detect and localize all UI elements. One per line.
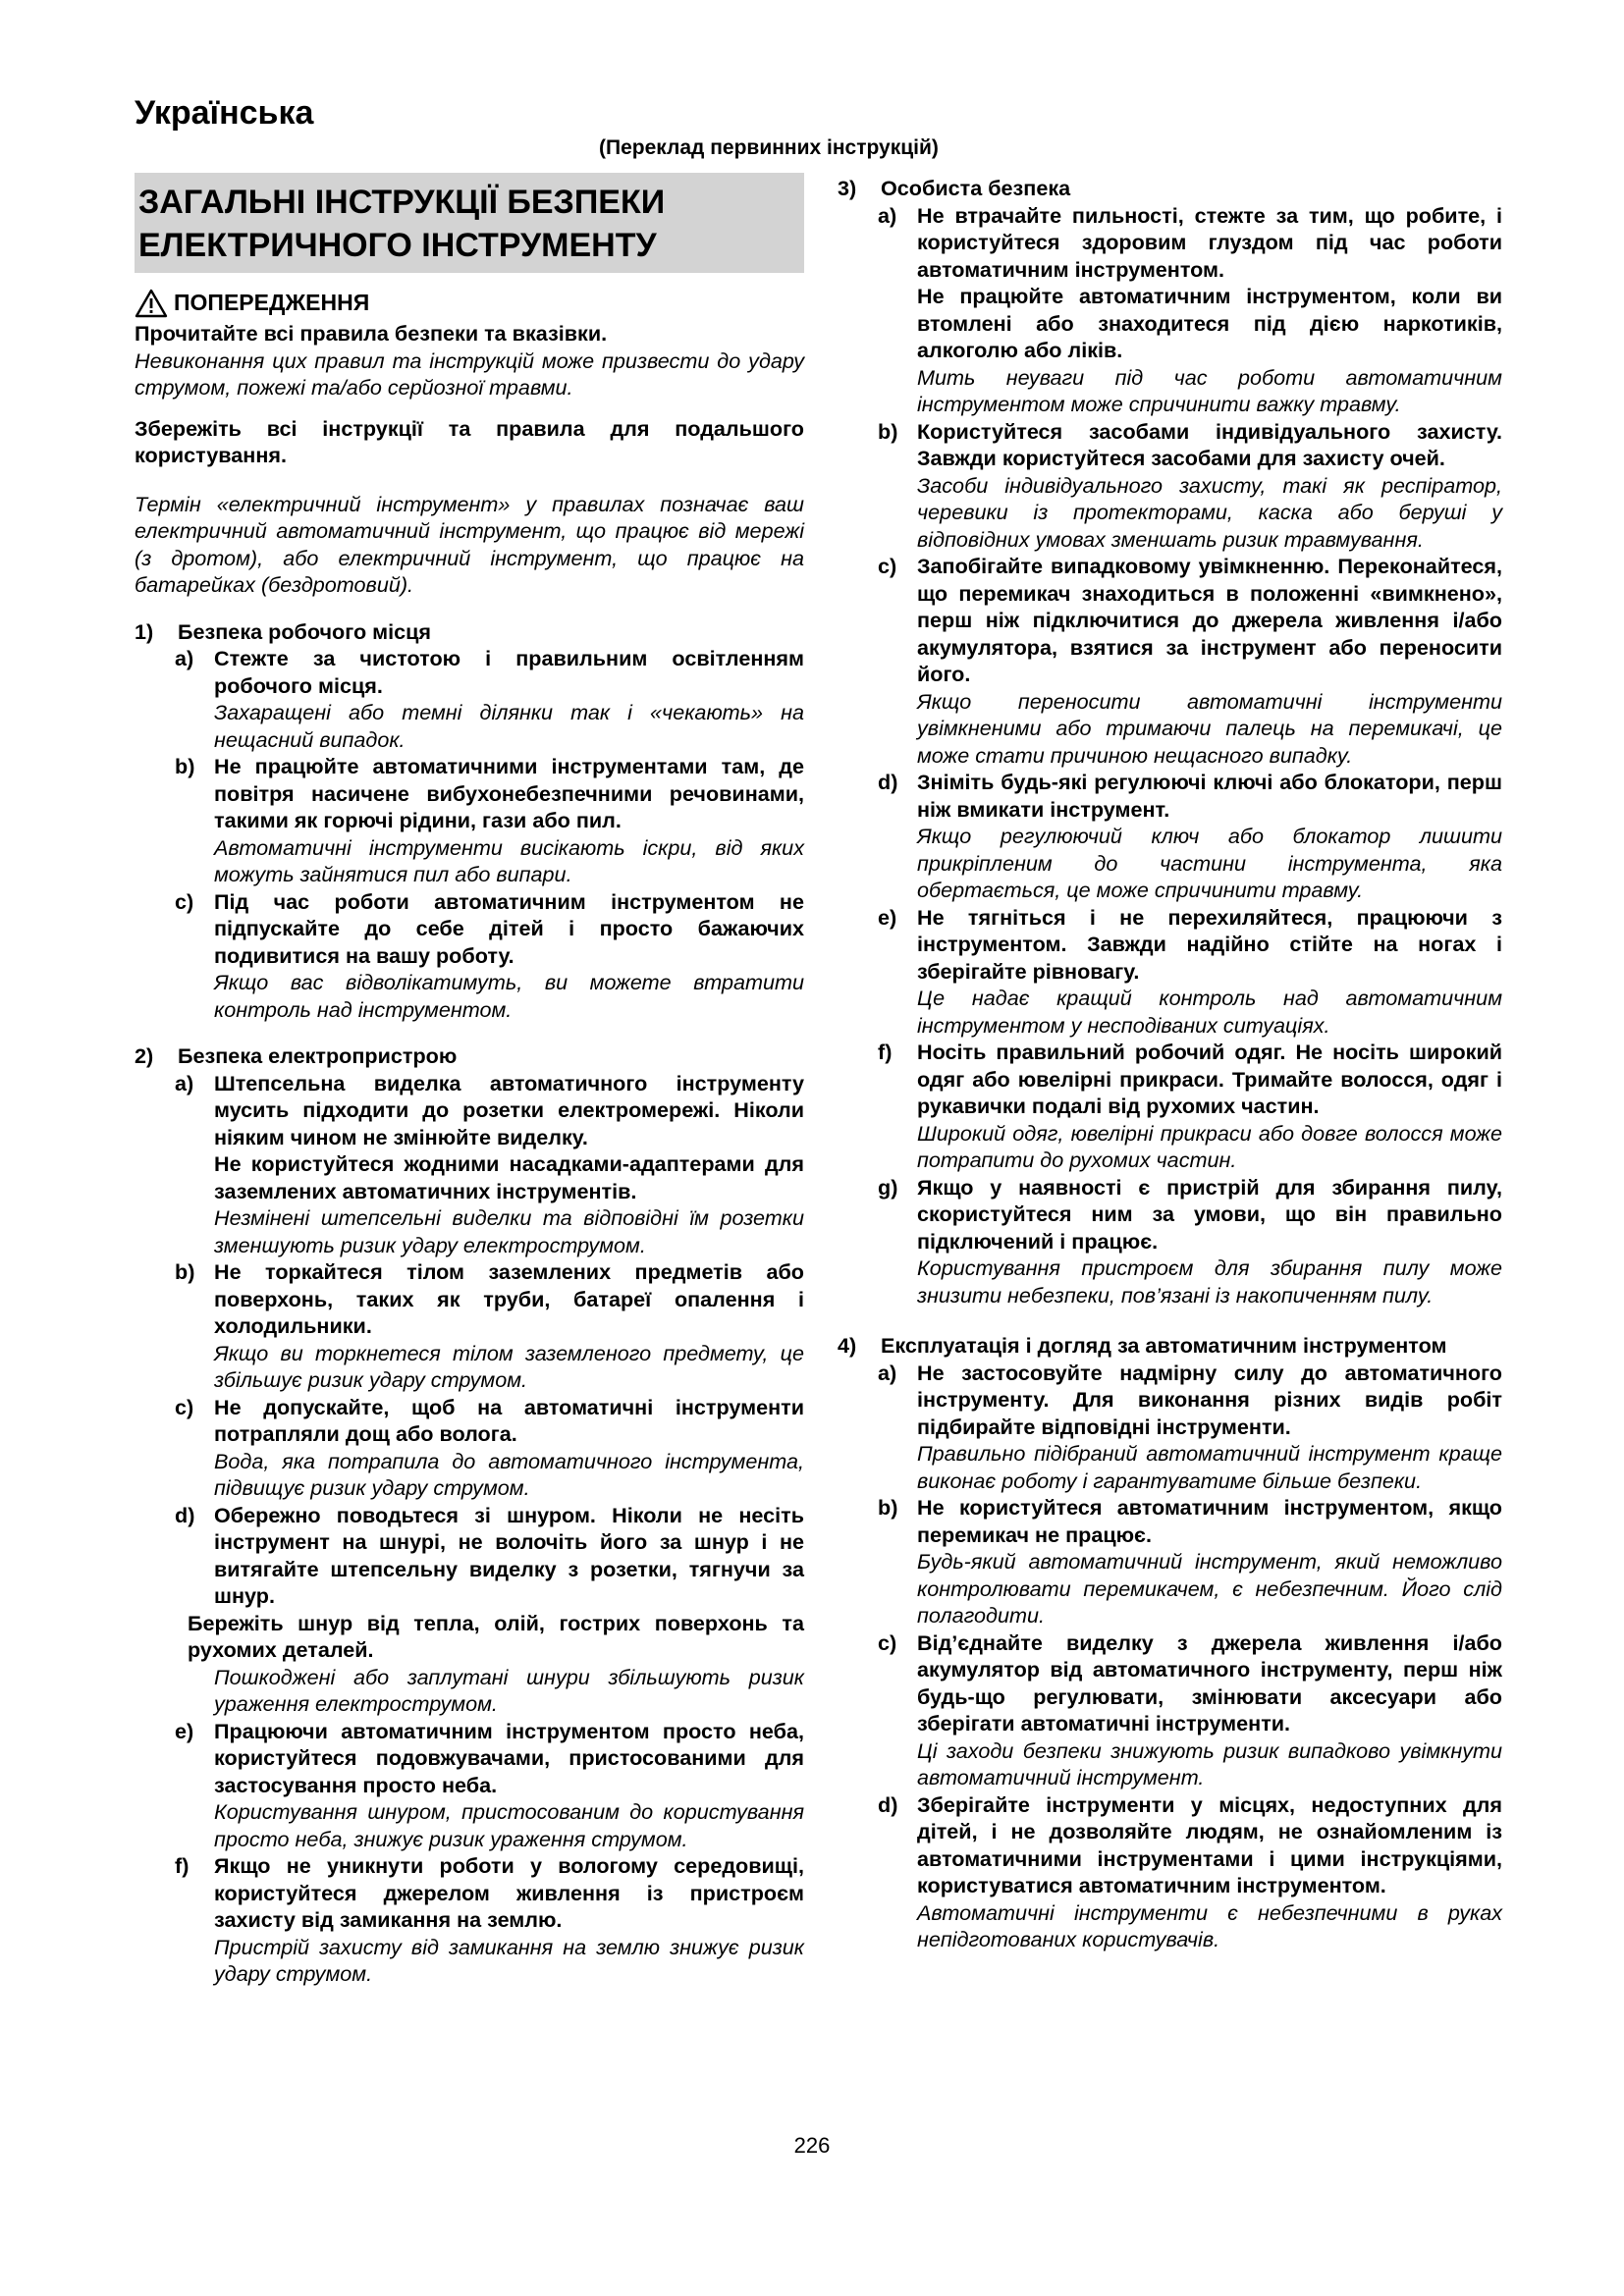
item-label: f) (175, 1853, 189, 1878)
warning-bold-text: Прочитайте всі правила безпеки та вказівки. (135, 321, 608, 346)
item-italic-text: Мить неуваги під час роботи автоматичним інструментом може спричинити важку травму. (917, 364, 1502, 416)
item-italic-text: Незмінені штепсельні виделки та відповідні їм розетки зменшують ризик удару електрострумом. (214, 1205, 804, 1257)
list-item (878, 1039, 1502, 1174)
item-bold-text: Від’єднайте виделку з джерела живлення і/або акумулятор від автоматичного інструменту, перш ніж будь-що регулювати, змінювати аксесуари або зберігати автоматичні інструменти. (917, 1629, 1502, 1735)
item-bold-text: Носіть правильний робочий одяг. Не носіть широкий одяг або ювелірні прикраси. Тримайте волосся, одяг і рукавички подалі від рухомих частин. (917, 1040, 1502, 1118)
item-italic-text: Пристрій захисту від замикання на землю знижує ризик удару струмом. (214, 1934, 804, 1986)
list-item (878, 904, 1502, 1040)
item-label: a) (878, 202, 897, 228)
heading-line-1: ЗАГАЛЬНІ ІНСТРУКЦІЇ БЕЗПЕКИ (138, 184, 666, 221)
section-1 (135, 618, 804, 646)
term-definition-note: Термін «електричний інструмент» у правилах позначає ваш електричний автоматичний інструмент, що працює від мережі (з дротом), або електричний інструмент, що працює на батарейках (бездротовий). (135, 491, 804, 597)
item-bold-text: Зберігайте інструменти у місцях, недоступних для дітей, і не дозволяйте людям, не ознайомленим із автоматичними інструментами і цими інструкціями, користуватися автоматичним інструментом. (917, 1791, 1502, 1897)
item-italic-text: Автоматичні інструменти висікають іскри, від яких можуть зайнятися пил або випари. (214, 834, 804, 886)
section-4 (838, 1332, 1502, 1360)
item-label: d) (175, 1502, 195, 1527)
item-label: d) (878, 770, 898, 794)
list-item (878, 202, 1502, 418)
list-item (175, 1718, 804, 1853)
section-3 (838, 175, 1502, 202)
item-italic-text: Правильно підібраний автоматичний інструмент краще виконає роботу і гарантуватиме більше безпеки. (917, 1441, 1502, 1493)
item-bold-text: Стежте за чистотою і правильним освітленням робочого місця. (214, 646, 804, 698)
item-label: d) (878, 1791, 898, 1817)
translation-subtitle: (Переклад первинних інструкцій) (599, 136, 939, 159)
item-label: c) (175, 1394, 194, 1419)
item-label: a) (878, 1360, 897, 1385)
item-italic-text: Це надає кращий контроль над автоматичним інструментом у несподіваних ситуаціях. (917, 986, 1502, 1038)
item-label: c) (878, 554, 897, 578)
section-title: Експлуатація і догляд за автоматичним інструментом (881, 1333, 1447, 1358)
item-italic-text: Ці заходи безпеки знижують ризик випадково увімкнути автоматичний інструмент. (917, 1737, 1502, 1789)
item-italic-text: Захаращені або темні ділянки так і «чекають» на нещасний випадок. (214, 700, 804, 752)
warning-header (135, 289, 804, 318)
item-italic-text: Будь-який автоматичний інструмент, який неможливо контролювати перемикачем, є небезпечним. Його слід полагодити. (917, 1549, 1502, 1628)
section-number: 4) (838, 1333, 857, 1358)
section-number: 2) (135, 1043, 154, 1068)
list-item (878, 769, 1502, 904)
list-item (878, 1629, 1502, 1791)
heading-line-2: ЕЛЕКТРИЧНОГО ІНСТРУМЕНТУ (138, 227, 657, 264)
item-label: a) (175, 1070, 194, 1095)
list-item (878, 1791, 1502, 1953)
list-item (175, 645, 804, 753)
item-label: b) (878, 1495, 898, 1520)
item-label: b) (878, 418, 898, 444)
list-item (878, 1494, 1502, 1629)
item-italic-text: Якщо вас відволікатимуть, ви можете втратити контроль над інструментом. (214, 970, 804, 1022)
item-italic-text: Засоби індивідуального захисту, такі як респіратор, черевики із протекторами, каска або беруші у відповідних умовах зменшать ризик травмування. (917, 472, 1502, 552)
item-label: g) (878, 1174, 898, 1200)
item-bold-text: Не тягніться і не перехиляйтеся, працюючи з інструментом. Завжди надійно стійте на ногах і зберігайте рівновагу. (917, 904, 1502, 984)
warning-triangle-icon (135, 289, 168, 318)
list-item (175, 888, 804, 1024)
item-bold-text: Запобігайте випадковому увімкненню. Переконайтеся, що перемикач знаходиться в положенні «вимкнено», перш ніж підключитися до джерела живлення і/або акумулятора, взятися за інструмент або переносити його. (917, 554, 1502, 686)
item-bold-text: Не допускайте, щоб на автоматичні інструменти потрапляли дощ або волога. (214, 1394, 804, 1446)
item-bold-text-2: Не працюйте автоматичним інструментом, коли ви втомлені або знаходитеся під дією наркотиків, алкоголю або ліків. (917, 284, 1502, 362)
section-title: Безпека робочого місця (178, 618, 431, 644)
list-item (878, 1174, 1502, 1309)
section-number: 1) (135, 618, 154, 644)
save-instructions-note: Збережіть всі інструкції та правила для подальшого користування. (135, 415, 804, 467)
item-bold-text: Не користуйтеся автоматичним інструментом, якщо перемикач не працює. (917, 1495, 1502, 1547)
item-italic-text: Якщо регулюючий ключ або блокатор лишити прикріпленим до частини інструмента, яка обертається, це може спричинити травму. (917, 824, 1502, 902)
item-label: e) (175, 1718, 194, 1743)
item-label: e) (878, 904, 897, 930)
item-label: a) (175, 646, 194, 670)
list-item (175, 1502, 804, 1610)
item-bold-text: Зніміть будь-які регулюючі ключі або блокатори, перш ніж вмикати інструмент. (917, 770, 1502, 822)
warning-label: ПОПЕРЕДЖЕННЯ (174, 290, 370, 316)
section-title: Безпека електропристрою (178, 1043, 458, 1068)
item-bold-text: Штепсельна виделка автоматичного інструменту мусить підходити до розетки електромережі. Ніколи ніяким чином не змінюйте виделку. (214, 1070, 804, 1149)
list-item-continuation (188, 1610, 804, 1718)
list-item (878, 553, 1502, 769)
item-bold-text-2: Не користуйтеся жодними насадками-адаптерами для заземлених автоматичних інструментів. (214, 1151, 804, 1203)
item-bold-text: Якщо у наявності є пристрій для збирання пилу, скористуйтеся ним за умови, що він правильно підключений і працює. (917, 1174, 1502, 1254)
language-title: Українська (135, 94, 314, 132)
section-heading (135, 173, 804, 273)
right-column (838, 175, 1502, 1953)
left-column (135, 173, 804, 1988)
item-italic-text: Вода, яка потрапила до автоматичного інструмента, підвищує ризик удару струмом. (214, 1448, 804, 1500)
item-bold-text: Не застосовуйте надмірну силу до автоматичного інструменту. Для виконання різних видів робіт підбирайте відповідні інструменти. (917, 1360, 1502, 1439)
section-number: 3) (838, 176, 857, 200)
item-label: b) (175, 1259, 195, 1284)
section-title: Особиста безпека (881, 176, 1071, 200)
item-sub-bold-text: Бережіть шнур від тепла, олій, гострих поверхонь та рухомих деталей. (188, 1610, 804, 1662)
list-item (175, 1852, 804, 1988)
item-bold-text: Обережно поводьтеся зі шнуром. Ніколи не несіть інструмент на шнурі, не волочіть його за шнур і не витягайте штепсельну виделку з розетки, тягнучи за шнур. (214, 1502, 804, 1608)
item-bold-text: Працюючи автоматичним інструментом просто неба, користуйтеся подовжувачами, пристосованими для застосування просто неба. (214, 1718, 804, 1797)
item-label: b) (175, 754, 195, 778)
item-bold-text: Не працюйте автоматичними інструментами там, де повітря насичене вибухонебезпечними речовинами, такими як горючі рідини, гази або пил. (214, 754, 804, 832)
list-item (175, 1070, 804, 1259)
item-italic-text: Користування шнуром, пристосованим до користування просто неба, знижує ризик ураження струмом. (214, 1799, 804, 1851)
item-italic-text: Широкий одяг, ювелірні прикраси або довге волосся може потрапити до рухомих частин. (917, 1120, 1502, 1172)
item-label: f) (878, 1040, 893, 1064)
list-item (175, 1394, 804, 1502)
item-label: c) (878, 1629, 897, 1655)
item-italic-text: Пошкоджені або заплутані шнури збільшують ризик ураження електрострумом. (214, 1664, 804, 1716)
item-italic-text: Якщо переносити автоматичні інструменти увімкненими або тримаючи палець на перемикачі, це може стати причиною нещасного випадку. (917, 688, 1502, 768)
section-2 (135, 1042, 804, 1070)
item-bold-text: Користуйтеся засобами індивідуального захисту. Завжди користуйтеся засобами для захисту очей. (917, 418, 1502, 470)
list-item (175, 1258, 804, 1394)
item-label: c) (175, 888, 194, 914)
warning-italic-text: Невиконання цих правил та інструкцій може призвести до удару струмом, пожежі та/або серйозної травми. (135, 347, 804, 400)
list-item (175, 753, 804, 888)
item-bold-text: Якщо не уникнути роботи у вологому середовищі, користуйтеся джерелом живлення із пристроєм захисту від замикання на землю. (214, 1853, 804, 1932)
item-italic-text: Користування пристроєм для збирання пилу може знизити небезпеки, пов’язані із накопиченням пилу. (917, 1255, 1502, 1308)
item-bold-text: Не втрачайте пильності, стежте за тим, що робите, і користуйтеся здоровим глуздом під час роботи автоматичним інструментом. (917, 202, 1502, 282)
item-bold-text: Не торкайтеся тілом заземлених предметів або поверхонь, таких як труби, батареї опалення і холодильники. (214, 1259, 804, 1338)
list-item (878, 418, 1502, 554)
item-italic-text: Автоматичні інструменти є небезпечними в руках непідготованих користувачів. (917, 1899, 1502, 1951)
page-number: 226 (793, 2133, 831, 2158)
item-italic-text: Якщо ви торкнетеся тілом заземленого предмету, це збільшує ризик удару струмом. (214, 1340, 804, 1392)
item-bold-text: Під час роботи автоматичним інструментом не підпускайте до себе дітей і просто бажаючих подивитися на вашу роботу. (214, 888, 804, 968)
list-item (878, 1360, 1502, 1495)
